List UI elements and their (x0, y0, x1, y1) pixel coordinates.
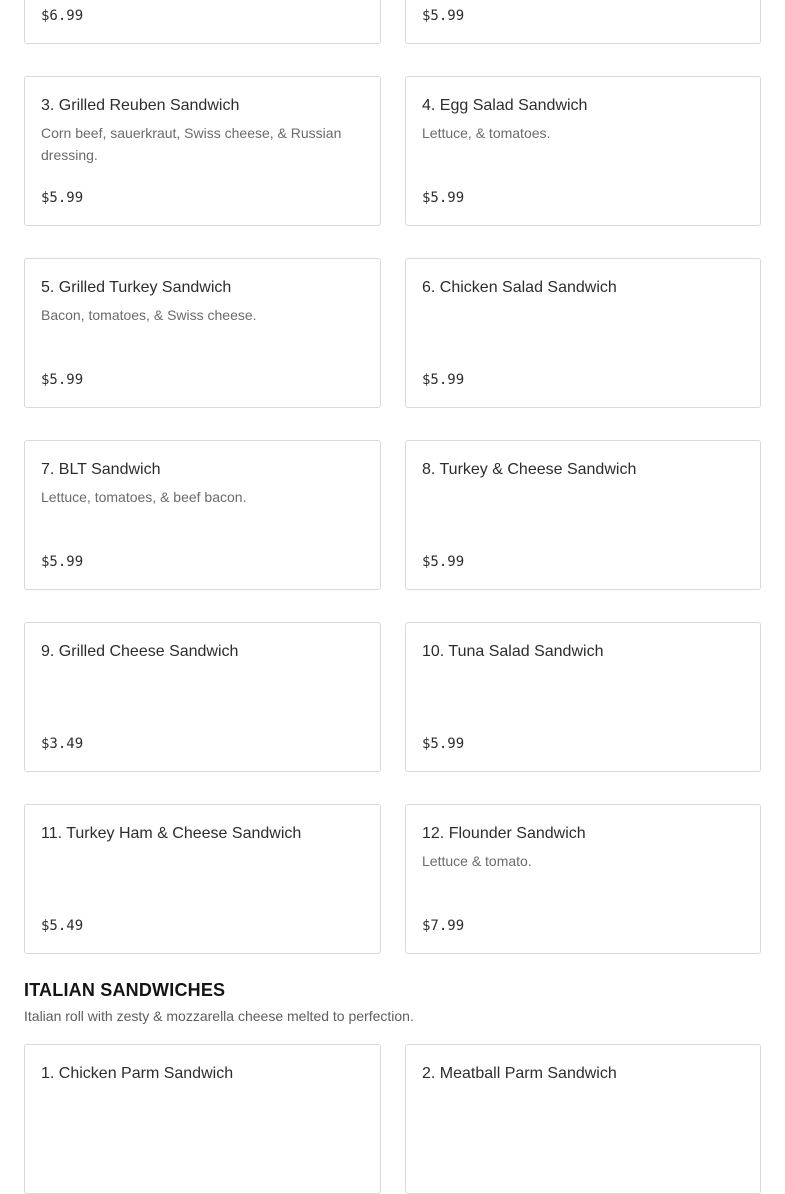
menu-item-price: $5.99 (422, 8, 465, 24)
menu-item-card[interactable] (24, 1044, 381, 1194)
menu-item-name: 8. Turkey & Cheese Sandwich (422, 461, 637, 478)
menu-item-name: 5. Grilled Turkey Sandwich (41, 279, 232, 296)
menu-item-name: 6. Chicken Salad Sandwich (422, 279, 617, 296)
menu-item-description: Corn beef, sauerkraut, Swiss cheese, & Russian dressing. (41, 125, 342, 163)
menu-item-card[interactable] (24, 76, 381, 226)
menu-item-description: Lettuce & tomato. (422, 853, 532, 869)
menu-item-price: $5.99 (41, 554, 84, 570)
menu-item-card[interactable] (405, 76, 761, 226)
menu-item-price: $3.49 (41, 736, 84, 752)
menu-item-description: Lettuce, & tomatoes. (422, 125, 551, 141)
menu-item-card[interactable] (24, 622, 381, 772)
menu-item-card[interactable] (24, 804, 381, 954)
menu-item-description: Lettuce, tomatoes, & beef bacon. (41, 489, 247, 505)
menu-item-name: 3. Grilled Reuben Sandwich (41, 97, 240, 114)
menu-item-name: 1. Chicken Parm Sandwich (41, 1065, 234, 1082)
menu-item-price: $5.49 (41, 918, 84, 934)
menu-item-price: $5.99 (422, 190, 465, 206)
menu-item-card[interactable] (24, 440, 381, 590)
menu-item-card[interactable] (24, 0, 381, 44)
menu-item-card[interactable] (24, 258, 381, 408)
menu-item-price: $6.99 (41, 8, 84, 24)
menu-item-name: 7. BLT Sandwich (41, 461, 161, 478)
menu-item-name: 2. Meatball Parm Sandwich (422, 1065, 617, 1082)
menu-item-name: 9. Grilled Cheese Sandwich (41, 643, 239, 660)
menu-item-name: 4. Egg Salad Sandwich (422, 97, 588, 114)
menu-item-card[interactable] (405, 804, 761, 954)
section-description: Italian roll with zesty & mozzarella cheese melted to perfection. (24, 1008, 414, 1024)
menu-item-name: 10. Tuna Salad Sandwich (422, 643, 604, 660)
menu-item-price: $5.99 (41, 372, 84, 388)
menu-item-price: $5.99 (422, 372, 465, 388)
menu-item-price: $7.99 (422, 918, 465, 934)
menu-item-card[interactable] (405, 258, 761, 408)
menu-item-price: $5.99 (422, 736, 465, 752)
menu-item-name: 12. Flounder Sandwich (422, 825, 586, 842)
menu-item-card[interactable] (405, 1044, 761, 1194)
menu-item-price: $5.99 (41, 190, 84, 206)
menu-item-card[interactable] (405, 0, 761, 44)
menu-item-card[interactable] (405, 440, 761, 590)
section-title: ITALIAN SANDWICHES (24, 980, 226, 1000)
menu-item-card[interactable] (405, 622, 761, 772)
menu-item-description: Bacon, tomatoes, & Swiss cheese. (41, 307, 257, 323)
menu-item-price: $5.99 (422, 554, 465, 570)
menu-item-name: 11. Turkey Ham & Cheese Sandwich (41, 825, 302, 842)
